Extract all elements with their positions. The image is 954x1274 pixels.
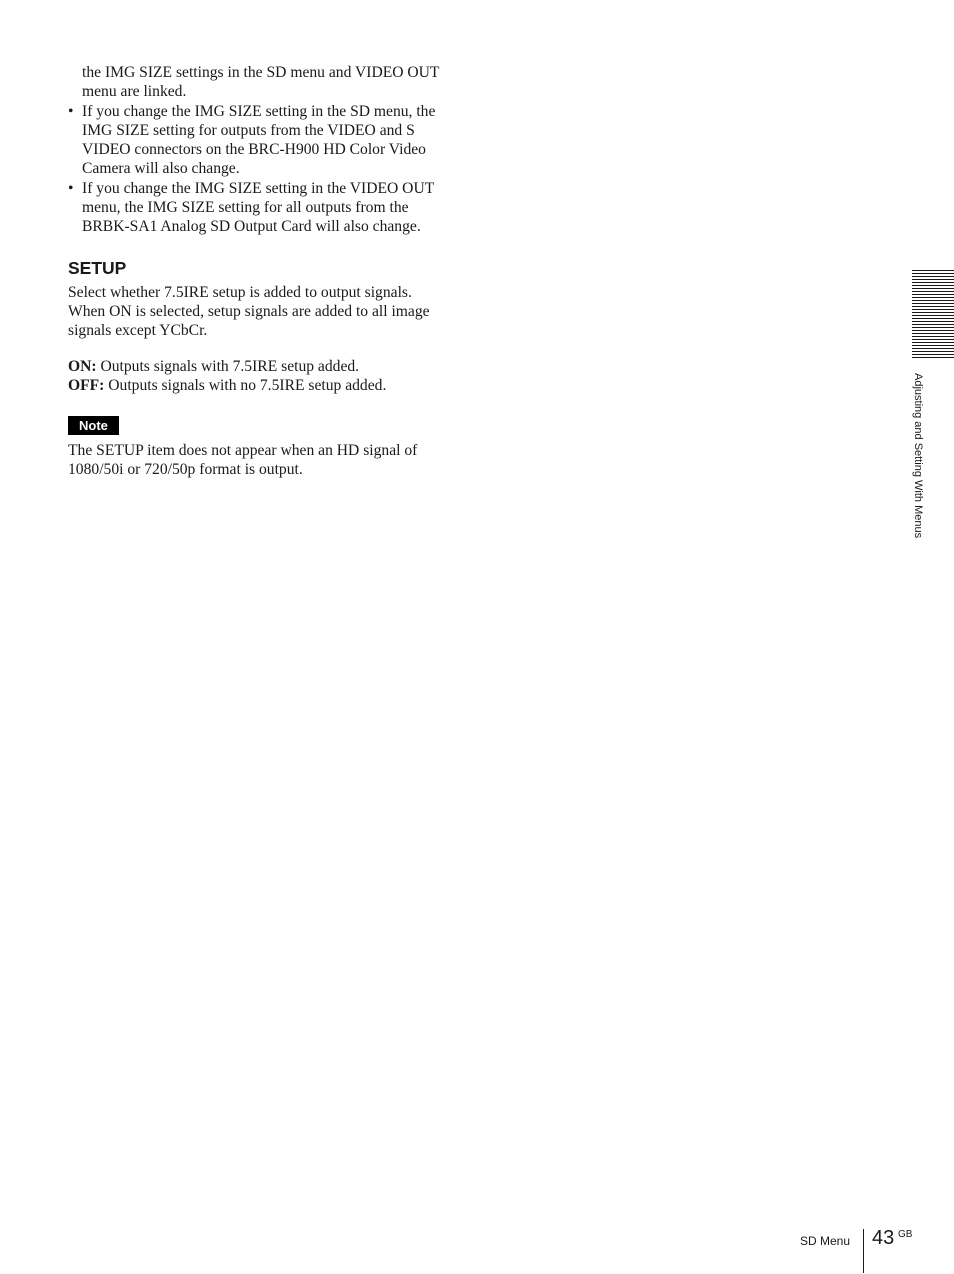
side-tab-text: Adjusting and Setting With Menus	[912, 373, 924, 539]
note-text: The SETUP item does not appear when an HD signal of 1080/50i or 720/50p format is output.	[68, 442, 418, 479]
footer-divider	[863, 1229, 864, 1273]
footer-section-name: SD Menu	[799, 1234, 850, 1248]
side-tab-label	[911, 373, 925, 558]
bullet-icon: •	[68, 102, 74, 120]
bullet-list	[68, 102, 448, 237]
continuation-text: the IMG SIZE settings in the SD menu and VIDEO OUT menu are linked.	[82, 64, 440, 101]
option-term: OFF:	[68, 376, 105, 394]
setup-heading: SETUP	[68, 257, 127, 278]
page-number-suffix: GB	[898, 1229, 913, 1240]
setup-description: Select whether 7.5IRE setup is added to output signals. When ON is selected, setup signals are added to all image signals except YCbCr.	[68, 283, 430, 340]
bullet-icon: •	[68, 179, 74, 197]
option-on	[68, 357, 448, 376]
option-off	[68, 376, 448, 395]
option-text: Outputs signals with 7.5IRE setup added.	[96, 357, 360, 375]
main-column	[68, 63, 448, 480]
note-label: Note	[68, 416, 119, 435]
option-term: ON:	[68, 357, 97, 375]
side-tab-stripes	[912, 270, 954, 360]
option-text: Outputs signals with no 7.5IRE setup added.	[104, 376, 387, 394]
list-item	[68, 179, 448, 237]
bullet-text: If you change the IMG SIZE setting in the SD menu, the IMG SIZE setting for outputs from the VIDEO and S VIDEO connectors on the BRC-H900 HD Color Video Camera will also change.	[82, 102, 436, 178]
page-number: 43	[872, 1227, 895, 1249]
list-item	[68, 102, 448, 179]
bullet-text: If you change the IMG SIZE setting in the VIDEO OUT menu, the IMG SIZE setting for all outputs from the BRBK-SA1 Analog SD Output Card will also change.	[82, 179, 434, 236]
